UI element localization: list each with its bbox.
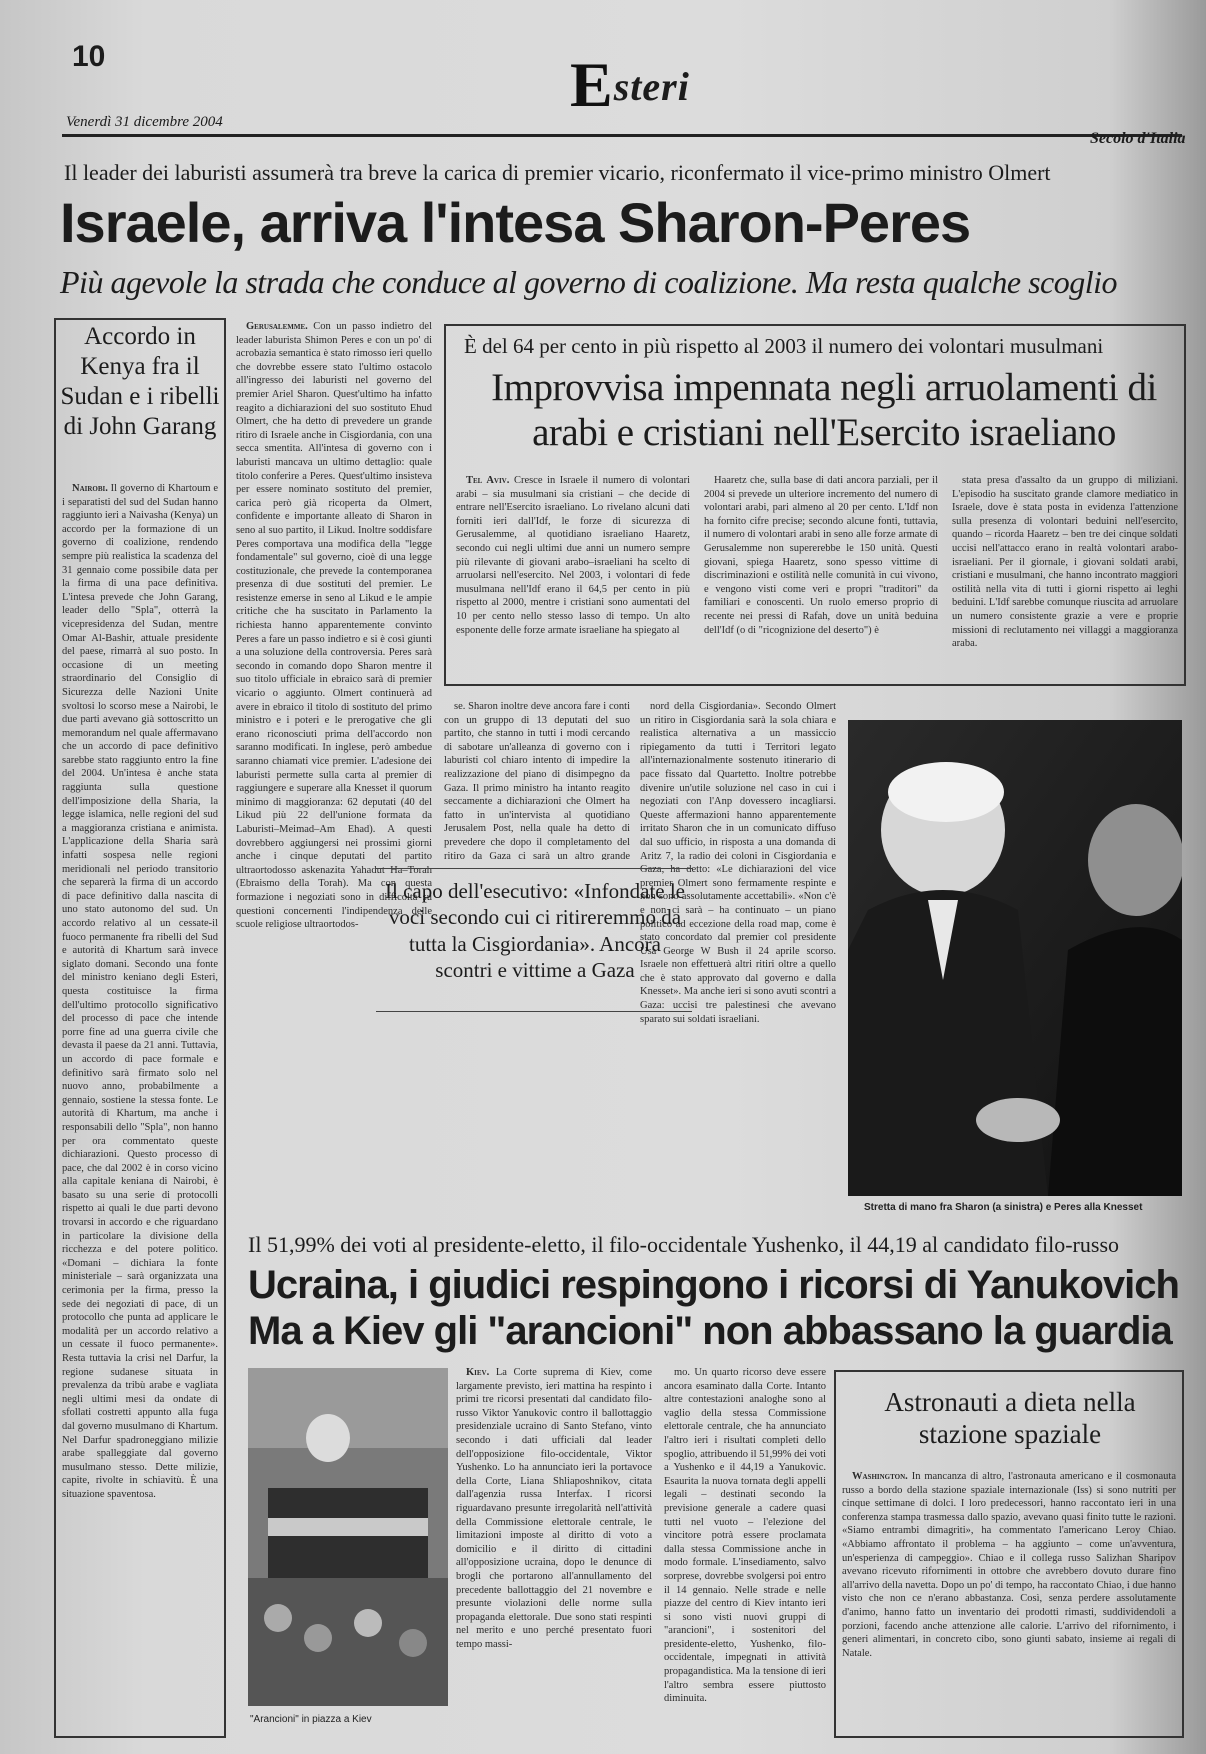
kiev-photo-caption: "Arancioni" in piazza a Kiev [250,1714,372,1725]
ukraine-headline-line1: Ucraina, i giudici respingono i ricorsi di Yanukovich [248,1263,1179,1307]
main-subheadline: Più agevole la strada che conduce al governo di coalizione. Ma resta qualche scoglio [60,264,1118,300]
main-col1-text: Con un passo indietro del leader laburista Shimon Peres e con un po' di acrobazia semantica è stato rimosso ieri quello che dovrebbe essere stato l'ultimo ostacolo all'ingresso dei laburisti nel governo del premier Ariel Sharon. Quest'ultimo ha infatto reagito a dichiarazioni del suo sostituto Ehud Olmert, che ha detto di prevedere un grande ritiro di Israele anche in Cisgiordania, con una secca smentita. All'intesa di governo con i laburisti mancava un ultimo dettaglio: quale titolo conferire a Peres. Quest'ultimo insisteva per essere nominato sostituto del premier, carica però già ricoperta da Olmert, confidente e importante alleato di Sharon in seno al suo partito, il Likud. Inoltre soddisfare Peres comportava una modifica della "legge fondamentale" sul governo, cioè di una legge costituzionale, che prevede la contemporanea presenza di due sostituti del premier. Le resistenze emerse in seno al Likud e le ampie critiche che ha suscitato in Parlamento la richiesta hanno apparentemente convinto Peres a fare un passo indietro e si è così giunti a una soluzione della controversia. Peres sarà secondo in comando dopo Sharon mentre il suo titolo ufficiale in ebraico sarà di premier vicario o aggiunto. Olmert continuerà ad avere in ebraico il titolo di sostituto del primo ministro e i poteri e le prerogative che gli erano riconosciuti prima dell'accordo non saranno modificati. In inglese, però ambedue saranno chiamati vice premier. L'adesione dei laburisti permette sulla carta al premier di raggiungere e superare alla Knesset il quorum minimo di maggioranza: 62 deputati (40 del Likud più 22 dell'unione formata da Laburisti–Meimad–Am Ehad). A questi dovrebbero aggiungersi nei prossimi giorni anche i cinque deputati del partito ultraortodosso askenazita Yahadut Ha–Torah (Ebraismo della Torah). Ma con questa formazione i negoziati sono in difficoltà su questioni concernenti l'indipendenza delle scuole religiose ultraortodos- [236,321,432,931]
main-column-2b [444,1024,630,1230]
main-column-1 [236,320,432,1230]
volunteers-column-3 [952,474,1178,680]
page-number: 10 [72,40,106,73]
sidebar-dateline: Nairobi. [72,483,108,494]
newspaper-brand: Secolo d'Italia [1090,130,1186,147]
ukraine-col1-text: La Corte suprema di Kiev, come largamente previsto, ieri mattina ha respinto i primi tre ricorsi presentati dal candidato filo-russo Viktor Yanukovic contro il ballottaggio presidenziale ucraino di Santo Stefano, vinto secondo i dati ufficiali dal leader dell'opposizione filo-occidentale, Viktor Yushenko. Lo ha annunciato ieri la portavoce della Corte, Liana Shliaposhnikov, citata dall'agenzia russa Interfax. I ricorsi riguardavano presunte irregolarità nell'attività della Commissione elettorale centrale, le limitazioni imposte al diritto di voto a domicilio e il diritto di cittadini all'opposizione ucraina, dopo le denunce di brogli che portarono all'annullamento del precedente ballottaggio del 21 novembre e presunte violazioni delle norme sulla propaganda elettorale. Due sono stati respinti nel merito e uno perché presentato fuori tempo massi- [456,1367,652,1650]
main-dateline: Gerusalemme. [246,321,308,332]
kiev-photo [248,1368,448,1706]
astronaut-dateline: Washington. [852,1471,908,1482]
main-col2-text: se. Sharon inoltre deve ancora fare i conti con un gruppo di 13 deputati del suo partito, che stanno in tutti i modi cercando di sabotare un'alleanza di governo con i laburisti col chiaro intento di impedire la realizzazione del piano di disimpegno da Gaza. Il primo ministro ha intanto reagito seccamente a dichiarazioni che Olmert ha fatto in un'intervista al quotidiano Jerusalem Post, nella quale ha detto di prevedere che dopo il completamento del ritiro da Gaza ci sarà un altro grande [444,701,630,860]
issue-date: Venerdì 31 dicembre 2004 [66,114,223,130]
section-title [570,48,690,122]
astronaut-body [842,1470,1176,1732]
ukraine-col2-text: mo. Un quarto ricorso deve essere ancora esaminato dalla Corte. Intanto altre contestazioni analoghe sono al vaglio della stessa Commissione elettorale centrale, che ha annunciato l'altro ieri i risultati completi dello spoglio, attribuendo il 51,99% dei voti a Yushenko e il 44,19 a Yanukovic. Esaurita la nuova tornata degli appelli legali – destinati secondo la previsione generale a cadere quasi tutti nel vuoto – l'elezione del vincitore potrà essere proclamata dalla stessa Commissione anche in modo formale. L'insediamento, salvo sorprese, dovrebbe svolgersi poi entro il 14 gennaio. Nelle strade e nelle piazze del centro di Kiev intanto ieri si sono visti nuovi gruppi di "arancioni", i sostenitori del presidente-eletto, Yushenko, filo-occidentale, impegnati in attività propagandistica. Ma la tensione di ieri l'altro sembra essere piuttosto diminuita. [664,1367,826,1705]
volunteers-headline: Improvvisa impennata negli arruolamenti di arabi e cristiani nell'Esercito israeliano [491,366,1157,454]
volunteers-column-1 [456,474,690,680]
volunteers-dateline: Tel Aviv. [466,475,510,486]
masthead-rule [62,134,1182,137]
astronaut-title: Astronauti a dieta nella stazione spaziale [884,1387,1136,1450]
main-headline: Israele, arriva l'intesa Sharon-Peres [60,191,971,254]
sidebar-body [62,482,218,1732]
orange-protest-image [248,1368,448,1706]
volunteers-col2-text: Haaretz che, sulla base di dati ancora parziali, per il 2004 si prevede un ulteriore incremento del numero di volontari arabi, pari almeno al 20 per cento. L'Idf non ha fornito cifre precise; secondo alcune fonti, tuttavia, il numero di volontari arabi in seno alle forze armate di Gerusalemme non supererebbe le 150 unità. Questi giovani, spiega Haaretz, sono spesso vittime di discriminazioni e ostilità nelle comunità in cui vivono, e vengono visti come veri e propri "traditori" da familiari e conoscenti. Un ruolo emerso proprio di recente nei pressi di Rafah, dove un unità beduina dell'Idf (o di "ricognizione del deserto") è [704,475,938,636]
volunteers-col1-text: Cresce in Israele il numero di volontari arabi – sia musulmani sia cristiani – che decide di entrare nell'Esercito israeliano. Lo rivelano alcuni dati forniti ieri dall'Idf, le forze di sicurezza di Gerusalemme, al quotidiano israeliano Haaretz, secondo cui negli ultimi due anni un numero sempre più rilevante di giovani arabo–israeliani ha scelto di arruolarsi nell'esercito. Nel 2003, i volontari di fede musulmana nell'Idf erano il 64,5 per cento in più rispetto al 2000, mentre i cristiani sono aumentati del 10 per cento nello stesso lasso di tempo. Un alto esponente delle forze armate israeliane ha spiegato al [456,475,690,636]
astronaut-text: In mancanza di altro, l'astronauta americano e il cosmonauta russo a bordo della stazione spaziale internazionale (Iss) si sono nutriti per cinque settimane di dolci. I loro predecessori, hanno raccontato ieri in una conferenza stampa trasmessa dallo spazio, avevano quasi finito tutte le razioni. «Siamo entrambi dimagriti», ha commentato l'americano Leroy Chiao. «Abbiamo affrontato il problema – ha aggiunto – come un'avventura, un'esperienza di campeggio». Chiao e il collega russo Salizhan Sharipov avevano ricevuto rifornimenti in ottobre che avrebbero dovuto durare fino all'arrivo della navetta. Dopo un po' di tempo, ha raccontato Chiao, i due hanno visto che non ce n'erano abbastanza. Così, senza perdere assolutamente d'animo, hanno fatto un inventario dei prodotti rimasti, suddividendoli a porzioni, facendo anche attenzione alle calorie. L'arrivo del rifornimento, i generi alimentari, in concreto cibo, sono giunti sabato, insieme ai regali di Natale. [842,1471,1176,1659]
volunteers-column-2 [704,474,938,680]
volunteers-kicker: È del 64 per cento in più rispetto al 2003 il numero dei volontari musulmani [464,334,1104,358]
section-initial: E [570,49,614,120]
section-rest: steri [613,64,690,109]
ukraine-dateline: Kiev. [466,1367,490,1378]
main-column-2a [444,700,630,860]
main-col3-text: nord della Cisgiordania». Secondo Olmert un ritiro in Cisgiordania sarà la sola chiara e realistica alternativa a un massiccio ripiegamento da tutti i Territori legato all'internazionalmente sostenuto itinerario di pace fissato dal Quartetto. Inoltre potrebbe divenire un'utile soluzione nel caso in cui i negoziati con l'Anp dovessero incagliarsi. Queste affermazioni hanno apparentemente irritato Sharon che in un comunicato diffuso dal suo ufficio, in risposta a una domanda di Aritz 7, la radio dei coloni in Cisgiordania e Gaza, ha detto: «Le dichiarazioni del vice premier Olmert sono fermamente respinte e non sono assolutamente accettabili». «Non c'è e non ci sarà – ha continuato – un piano politico ad eccezione della road map, come è stato concordato dal premier col presidente Usa George W Bush il 24 aprile scorso. Israele non effettuerà altri ritiri oltre a quello che è stato approvato dal governo e dalla Knesset». Ma anche ieri si sono avuti scontri a Gaza: uccisi tre palestinesi che avevano sparato sui soldati israeliani. [640,701,836,1025]
ukraine-column-2 [664,1366,826,1736]
handshake-image [848,720,1182,1196]
pull-quote: Il capo dell'esecutivo: «Infondate le voci secondo cui ci ritireremmo da tutta la Cisgiordania». Ancora scontri e vittime a Gaza [385,879,685,982]
sidebar-text: Il governo di Khartoum e i separatisti del sud del Sudan hanno raggiunto ieri a Naivasha (Kenya) un accordo per la formazione di un governo di coalizione, rendendo sempre più realistica la scadenza del 31 gennaio come possibile data per la firma di una pace definitiva. L'intesa prevede che John Garang, leader dello "Spla", otterrà la vicepresidenza del Sudan, mentre Omar Al-Bashir, attuale presidente del paese, rimarrà al suo posto. In occasione di un meeting straordinario del Consiglio di Sicurezza delle Nazioni Unite svoltosi lo scorso mese a Nairobi, le due parti avevano già sottoscritto un memorandum nel quale affermavano che un accordo di pace definitivo sarebbe stato raggiunto entro la fine del 2004. Un'intesa è anche stata raggiunta sulla questione dell'imposizione della Sharia, la legge islamica, nelle regioni del sud a maggioranza cristiana e animista. L'applicazione della Sharia sarà infatti sospesa nelle regioni meridionali nel periodo transitorio che separerà la firma di un accordo di pace definitivo dalla nascita di uno stato autonomo del sud. Un accordo relativo al un cessate-il fuoco permanente fra ribelli del Sud e autorità di Khartum sarà invece siglato domani. Secondo una fonte del ministro keniano degli Esteri, questa costituisce la firma dell'ultimo protocollo significativo del processo di pace che intende porre fine ad una guerra civile che devasta il paese da 21 anni. Tuttavia, un accordo di pace formale e definitivo sarà firmato solo nel nuovo anno, probabilmente a gennaio, sostiene la stessa fonte. Le autorità di Khartum, ma anche i responsabili dello "Spla", non hanno per ora commentato queste dichiarazioni. Questo processo di pace, che dal 2002 è in corso vicino alla capitale keniana di Nairobi, è basato su una serie di protocolli rispetto ai quali le due parti devono trovarsi in accordo e che riguardano in particolare la divisione della ricchezza e del potere politico. «Domani – dichiara la fonte ministeriale – sarà organizzata una cerimonia per la firma, presso la sede dei negoziati di pace, di un protocollo che punta ad applicare le modalità per un accordo relativo a un cessate il fuoco permanente». Resta tuttavia la crisi nel Darfur, la regione sudanese situata in prevalenza da tribù arabe e vagliata negli ultimi mesi da ondate di sfollati costretti appunto alla fuga dal governo musulmano di Khartum. Nel Darfur spadroneggiano milizie arabe spalleggiate dal governo musulmano stesso. Dette milizie, capite, rivolte in schiavitù. È una situazione spaventosa. [62,483,218,1500]
ukraine-kicker: Il 51,99% dei voti al presidente-eletto, il filo-occidentale Yushenko, il 44,19 al candidato filo-russo [248,1232,1120,1257]
sharon-peres-photo [848,720,1182,1196]
ukraine-headline-line2: Ma a Kiev gli "arancioni" non abbassano la guardia [248,1309,1172,1353]
ukraine-column-1 [456,1366,652,1736]
ukraine-headline [248,1262,1206,1354]
main-kicker: Il leader dei laburisti assumerà tra breve la carica di premier vicario, riconfermato il vice-primo ministro Olmert [64,160,1051,185]
sidebar-title: Accordo in Kenya fra il Sudan e i ribelli di John Garang [60,323,220,440]
sharon-photo-caption: Stretta di mano fra Sharon (a sinistra) e Peres alla Knesset [864,1202,1143,1213]
volunteers-col3-text: stata presa d'assalto da un gruppo di miliziani. L'episodio ha suscitato grande clamore mediatico in Israele, dove è stata posta in evidenza l'attenzione sulla presenza di volontari beduini nell'esercito, quando – ricorda Haaretz – ben tre dei cinque soldati uccisi nell'attacco erano in realtà volontari arabo-israeliani. Per il giornale, i giovani soldati arabi, cristiani e musulmani, che hanno incontrato maggiori ostilità nella vita di tutti i giorni rispetto ai leghi beduini. L'Idf sarebbe comunque riuscita ad arruolare un numero consistente grazie a vere e proprie missioni di reclutamento nei villaggi a maggioranza araba. [952,475,1178,650]
